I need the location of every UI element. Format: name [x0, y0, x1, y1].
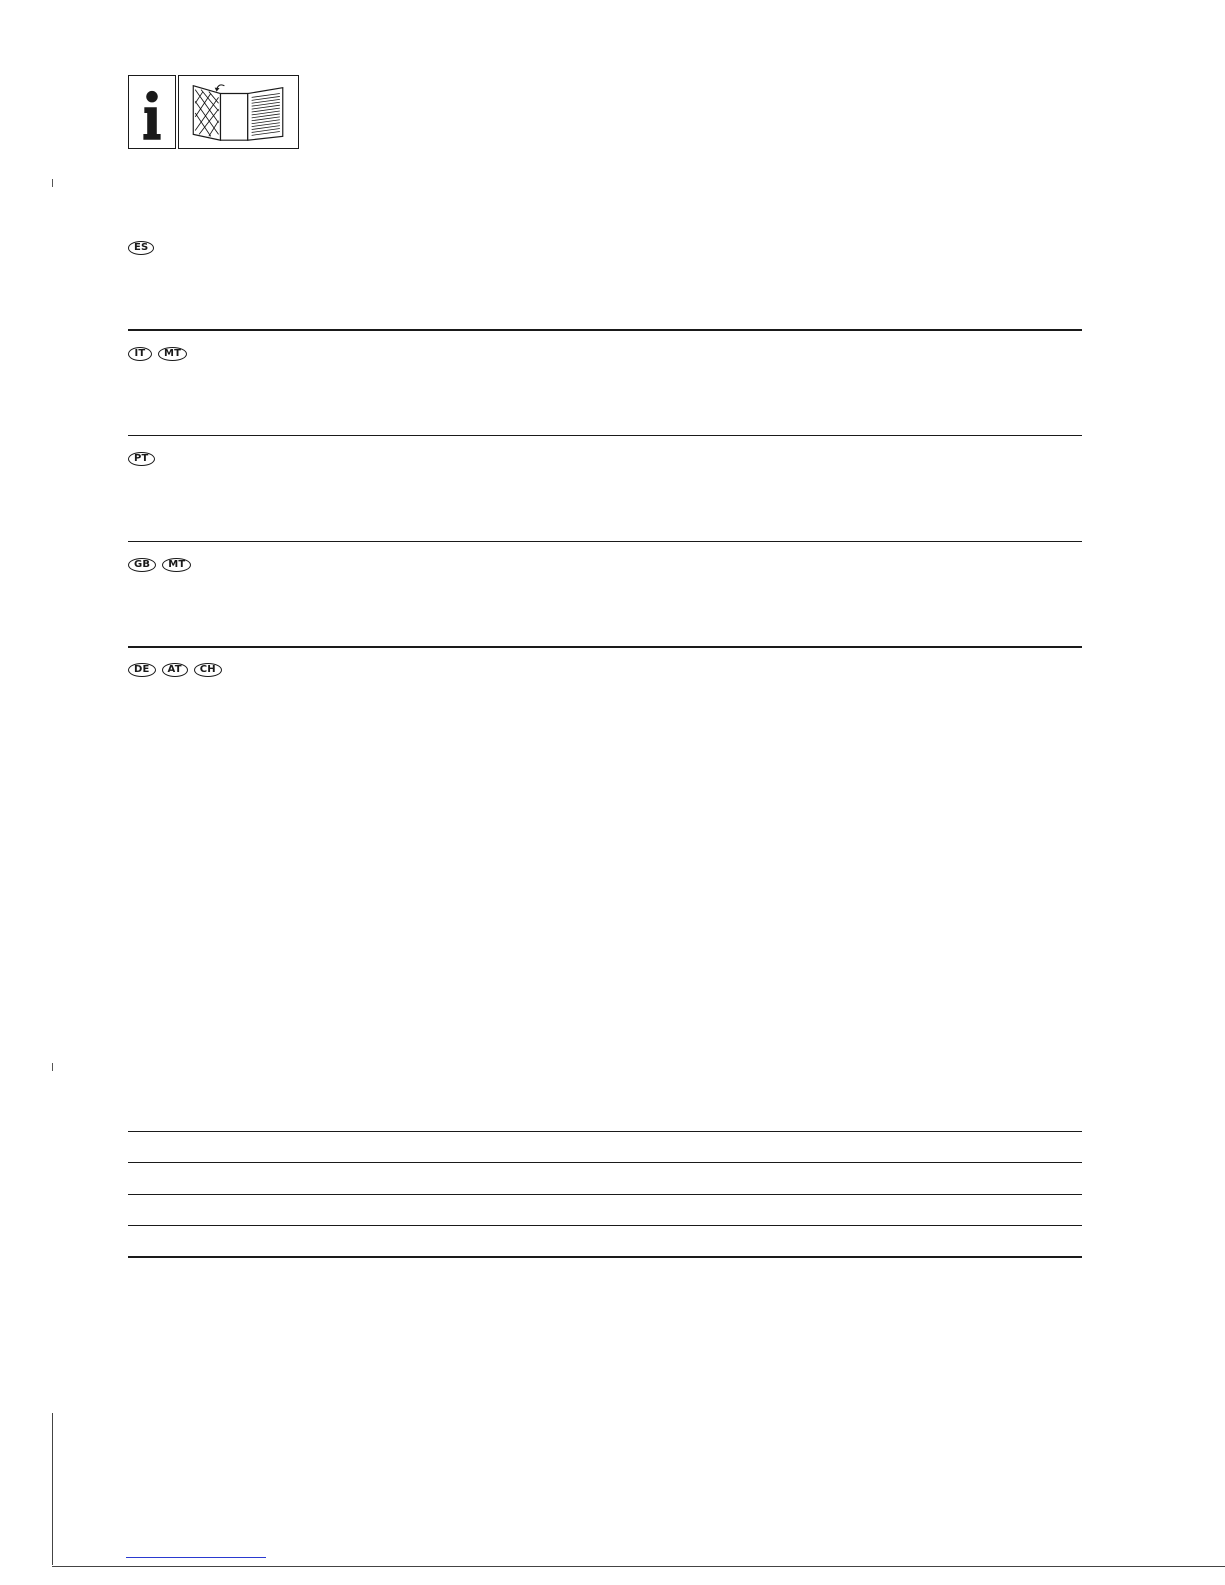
margin-tick [52, 179, 53, 187]
section-divider [128, 646, 1082, 648]
margin-tick [52, 1063, 53, 1071]
country-badge: MT [162, 558, 191, 572]
table-rule [128, 1162, 1082, 1163]
country-badge: ES [128, 241, 154, 255]
country-badge: GB [128, 558, 156, 572]
country-badge: CH [194, 663, 222, 677]
table-rule [128, 1256, 1082, 1258]
section-badges-pt [128, 452, 155, 466]
country-badge: IT [128, 347, 152, 361]
info-i-glyph [129, 76, 175, 148]
country-badge: PT [128, 452, 155, 466]
country-badge: MT [158, 347, 187, 361]
table-rule [128, 1131, 1082, 1132]
section-badges-it-mt [128, 347, 187, 361]
section-badges-de-at-ch [128, 663, 222, 677]
section-divider [128, 329, 1082, 331]
fold-out-page-icon [178, 75, 299, 149]
section-badges-es [128, 241, 154, 255]
country-badge: AT [162, 663, 188, 677]
crop-mark-vertical [52, 1413, 53, 1565]
table-rule [128, 1225, 1082, 1226]
section-badges-gb-mt [128, 558, 191, 572]
crop-mark-horizontal [52, 1566, 1225, 1567]
section-divider [128, 435, 1082, 436]
country-badge: DE [128, 663, 156, 677]
fold-out-illustration [179, 76, 298, 148]
info-icon [128, 75, 176, 149]
link-underline [126, 1557, 266, 1558]
section-divider [128, 541, 1082, 542]
table-rule [128, 1194, 1082, 1195]
